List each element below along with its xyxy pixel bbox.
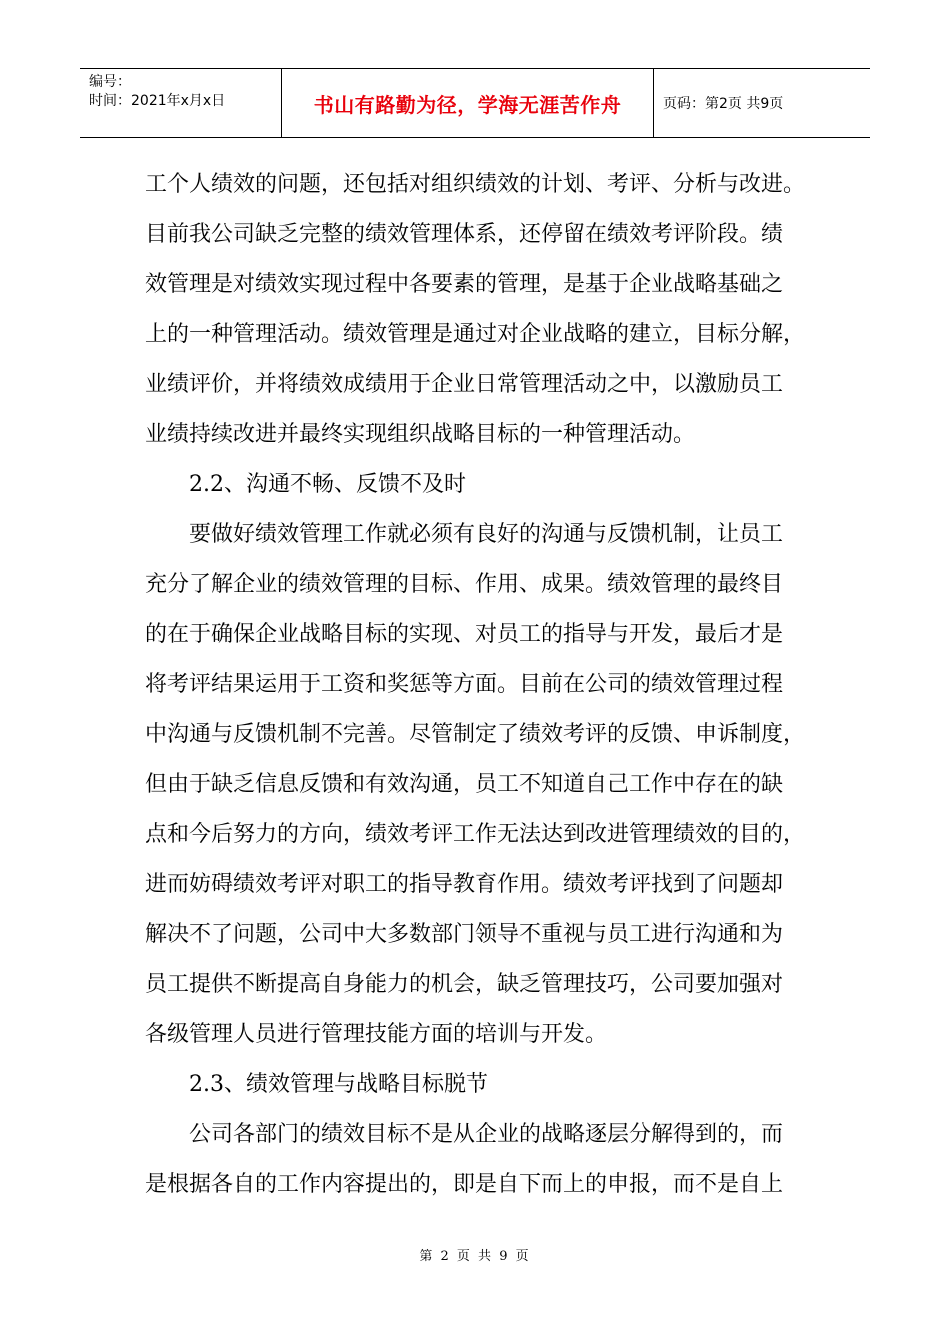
body-line: 点和今后努力的方向，绩效考评工作无法达到改进管理绩效的目的，	[145, 822, 806, 847]
body-line: 进而妨碍绩效考评对职工的指导教育作用。绩效考评找到了问题却	[145, 872, 784, 897]
body-line: 是根据各自的工作内容提出的，即是自下而上的申报，而不是自上	[145, 1172, 784, 1197]
body-line: 要做好绩效管理工作就必须有良好的沟通与反馈机制，让员工	[189, 522, 784, 547]
body-line: 业绩评价，并将绩效成绩用于企业日常管理活动之中，以激励员工	[145, 372, 784, 397]
body-line: 但由于缺乏信息反馈和有效沟通，员工不知道自己工作中存在的缺	[145, 772, 784, 797]
header-meta-cell	[80, 69, 282, 137]
body-line: 工个人绩效的问题，还包括对组织绩效的计划、考评、分析与改进。	[145, 172, 806, 197]
body-line: 员工提供不断提高自身能力的机会，缺乏管理技巧，公司要加强对	[145, 972, 784, 997]
body-line: 效管理是对绩效实现过程中各要素的管理，是基于企业战略基础之	[145, 272, 784, 297]
motto-text: 书山有路勤为径，学海无涯苦作舟	[313, 92, 622, 117]
body-line: 解决不了问题，公司中大多数部门领导不重视与员工进行沟通和为	[145, 922, 784, 947]
body-line: 各级管理人员进行管理技能方面的培训与开发。	[145, 1022, 608, 1047]
body-line: 公司各部门的绩效目标不是从企业的战略逐层分解得到的，而	[189, 1122, 784, 1147]
date-label: 时间：2021年x月x日	[89, 93, 226, 109]
page-footer: 第 2 页 共 9 页	[419, 1249, 531, 1264]
body-line: 中沟通与反馈机制不完善。尽管制定了绩效考评的反馈、申诉制度，	[145, 722, 806, 747]
body-line: 充分了解企业的绩效管理的目标、作用、成果。绩效管理的最终目	[145, 572, 784, 597]
document-body	[145, 160, 810, 1210]
section-heading: 2.3、绩效管理与战略目标脱节	[189, 1072, 488, 1097]
body-line: 目前我公司缺乏完整的绩效管理体系，还停留在绩效考评阶段。绩	[145, 222, 784, 247]
document-header	[80, 68, 870, 138]
body-line: 的在于确保企业战略目标的实现、对员工的指导与开发，最后才是	[145, 622, 784, 647]
body-line: 业绩持续改进并最终实现组织战略目标的一种管理活动。	[145, 422, 696, 447]
body-line: 将考评结果运用于工资和奖惩等方面。目前在公司的绩效管理过程	[145, 672, 784, 697]
page-info: 页码：第2页 共9页	[663, 96, 784, 112]
serial-number-label: 编号：	[89, 74, 131, 90]
section-heading: 2.2、沟通不畅、反馈不及时	[189, 472, 466, 497]
body-line: 上的一种管理活动。绩效管理是通过对企业战略的建立，目标分解，	[145, 322, 806, 347]
header-motto-cell	[282, 69, 654, 137]
header-page-cell	[654, 69, 870, 137]
